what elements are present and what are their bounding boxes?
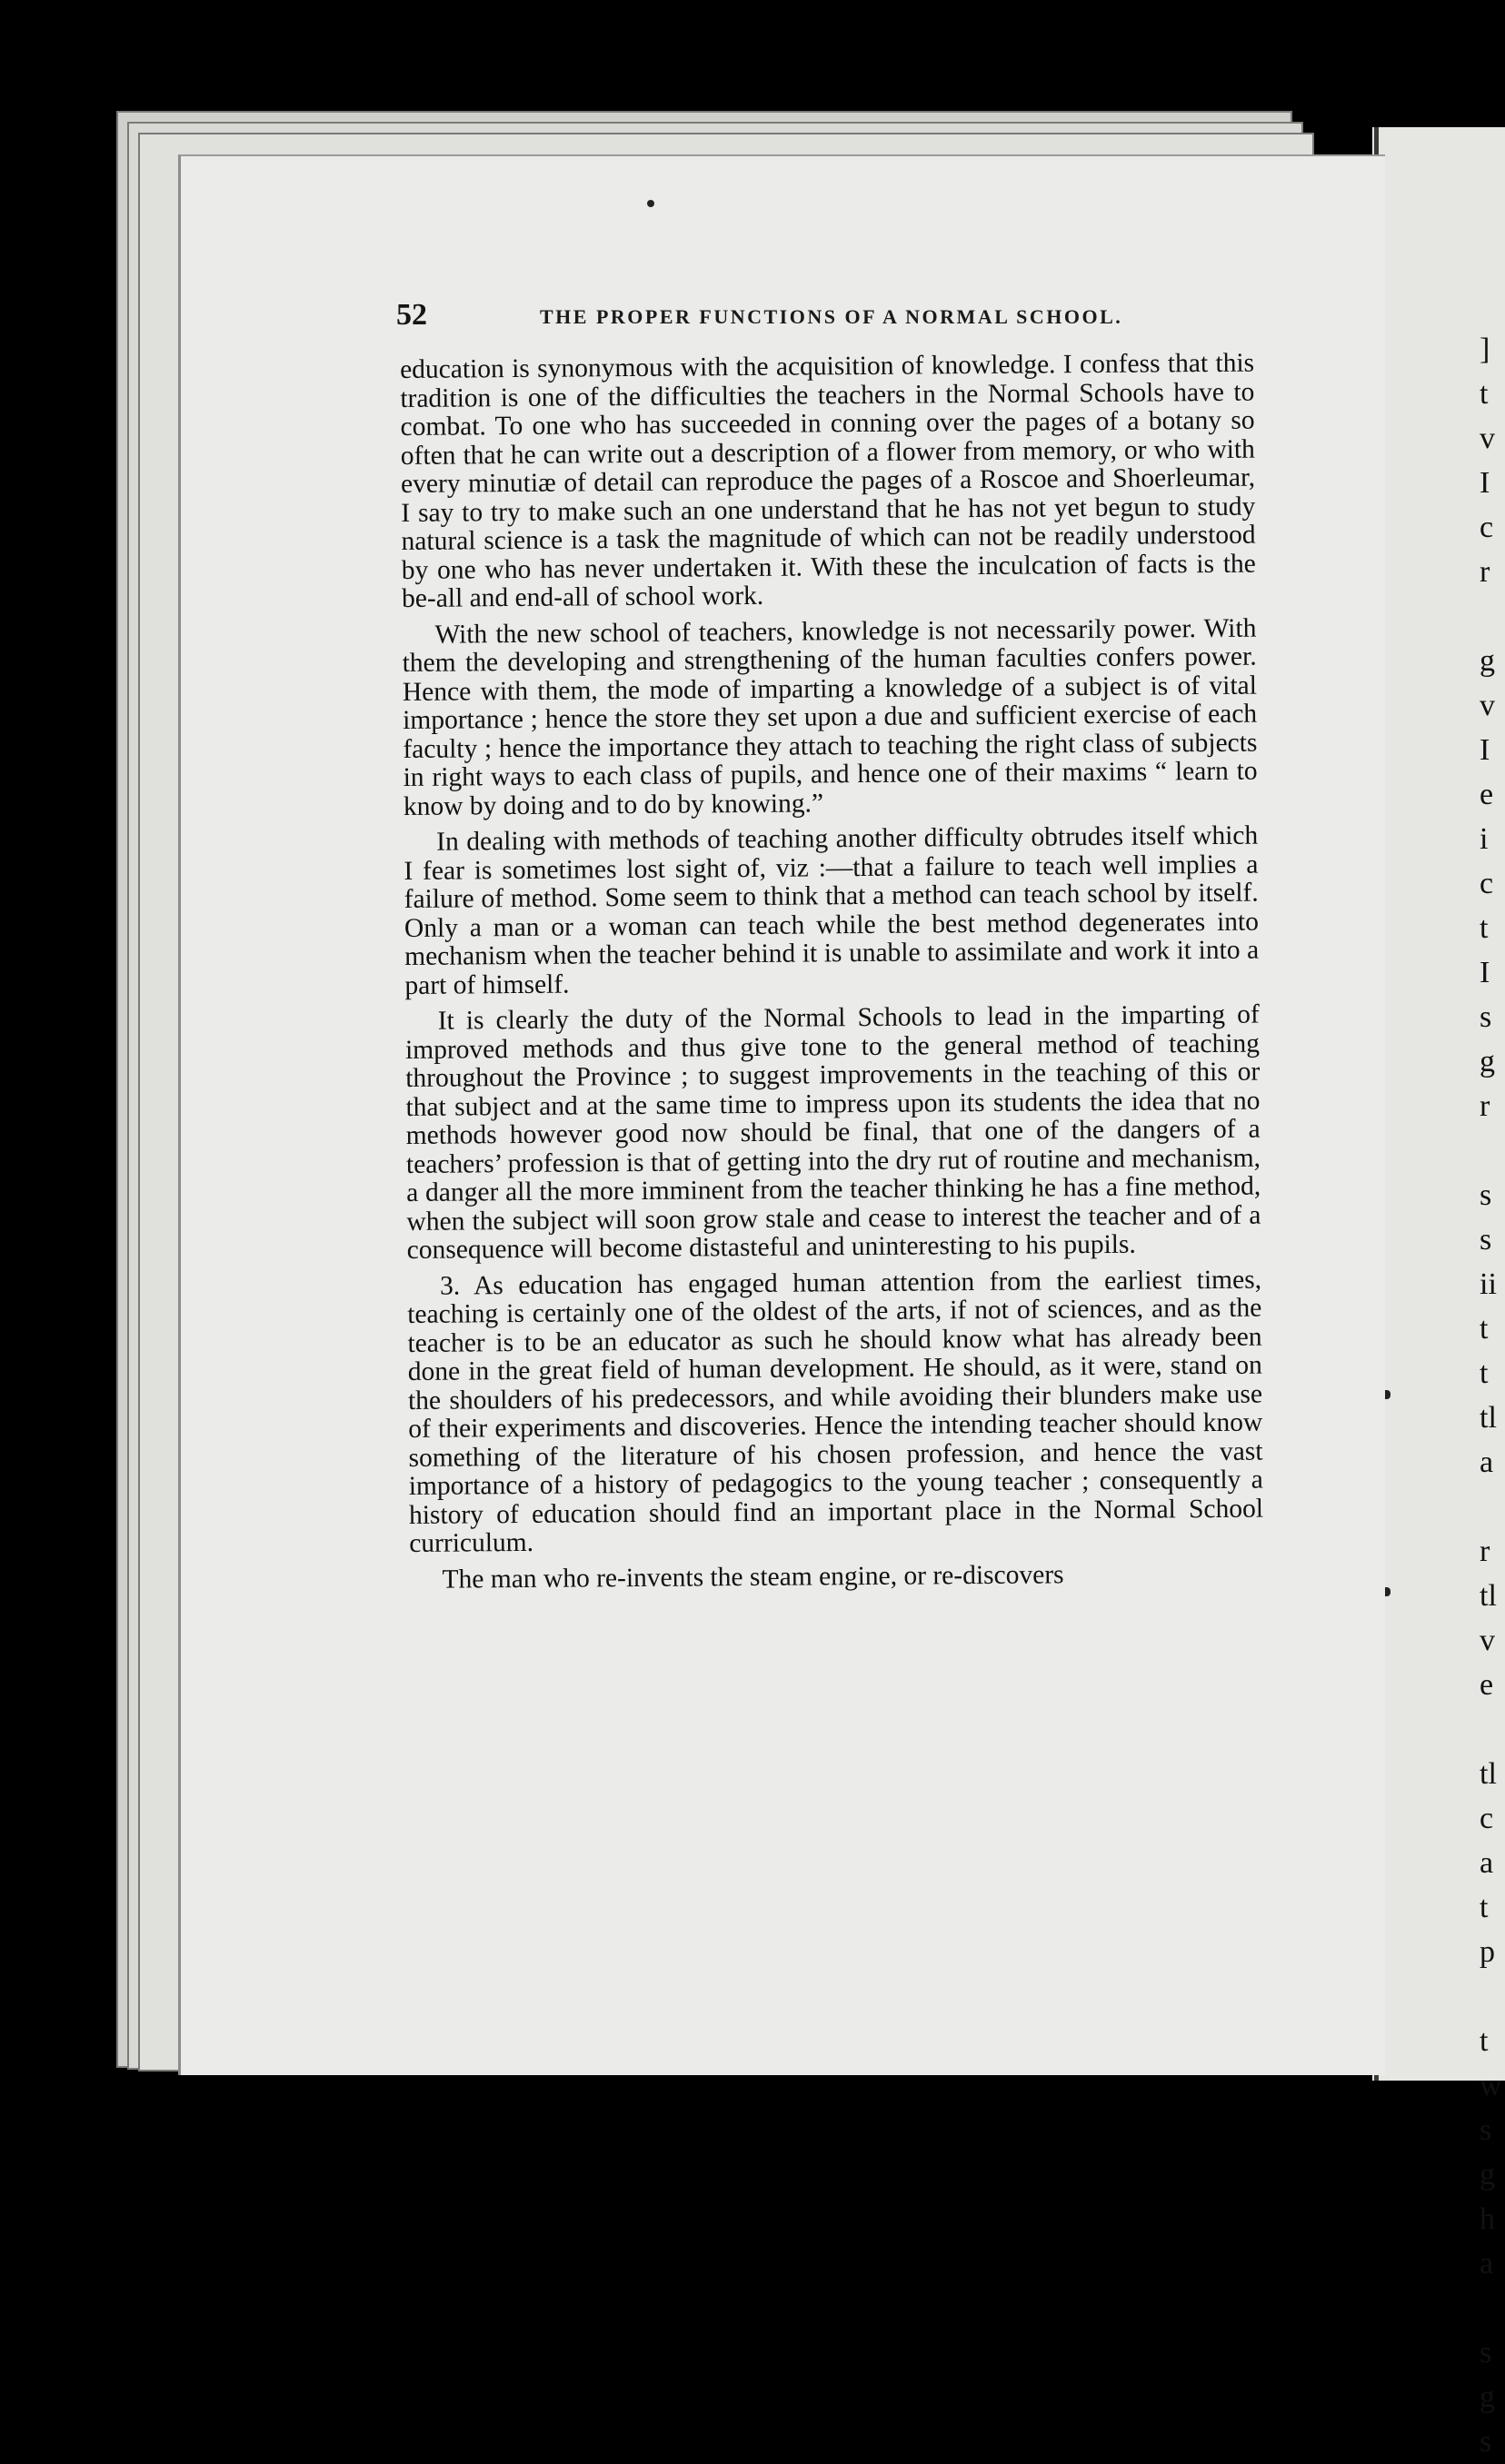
facing-page-letter: tl (1480, 1579, 1497, 1613)
facing-page-letter: c (1480, 867, 1494, 900)
facing-page-letter: s (1480, 1000, 1492, 1034)
facing-page-letter (1480, 1485, 1505, 1529)
page-number: 52 (396, 298, 427, 332)
facing-page-letter (1480, 2286, 1505, 2330)
facing-page-letter: t (1480, 1356, 1489, 1390)
facing-page-letter: s (1480, 2336, 1492, 2370)
facing-page-letter: p (1480, 1935, 1495, 1969)
facing-page-letter: r (1480, 1089, 1490, 1123)
paragraph: With the new school of teachers, knowledge is not necessarily power. With them the developing and strengthening of the human faculties confers power. Hence with them, the mode of imparting a knowledge of a subject is of vital importance ; hence the store they set upon a due and sufficient exercise of each faculty ; hence the importance they attach to teaching the right class of subjects in right ways to each class of pupils, and hence one of their maxims “ learn to know by doing and to do by knowing.” (402, 613, 1258, 821)
facing-page-letter: t (1480, 911, 1489, 945)
facing-page-letter: I (1480, 956, 1490, 989)
facing-page-letter: tl (1480, 1757, 1497, 1791)
body-text (400, 350, 1264, 1602)
ink-speck (647, 200, 654, 207)
paragraph: It is clearly the duty of the Normal Schools to lead in the imparting of improved methods and thus give tone to the general method of teaching throughout the Province ; to suggest improvements in the teaching of this or that subject and at the same time to impress upon its students the idea that no methods however good now should be final, that one of the dangers of a teachers’ profession is that of getting into the dry rut of routine and mechanism, a danger all the more imminent from the teacher thinking he has a fine method, when the subject will soon grow stale and cease to interest the teacher and of a consequence will become distasteful and uninteresting to his pupils. (404, 999, 1261, 1265)
facing-page-letter: h (1480, 2202, 1495, 2236)
facing-page-letter: ] (1480, 333, 1490, 366)
facing-page-letter: g (1480, 1045, 1495, 1078)
paragraph: education is synonymous with the acquisition of knowledge. I confess that this tradition is one of the difficulties the teachers in the Normal Schools have to combat. To one who has succeeded in conning over the pages of a botany so often that he can write out a description of a flower from memory, or who with every minutiæ of detail can reproduce the pages of a Roscoe and Shoerleumar, I say to try to make such an one understand that he has not yet begun to study natural science is a task the magnitude of which can not be readily understood by one who has never undertaken it. With these the inculcation of facts is the be-all and end-all of school work. (399, 348, 1256, 613)
facing-page-letter: s (1480, 2113, 1492, 2147)
facing-page-letter: t (1480, 1891, 1489, 1924)
facing-page-letter: w (1480, 2069, 1502, 2102)
paragraph: 3. As education has engaged human attention from the earliest times, teaching is certainly one of the oldest of the arts, if not of sciences, and as the teacher is to be an educator as such he should know what has already been done in the great field of human development. He should, as it were, stand on the shoulders of his predecessors, and while avoiding their blunders make use of their experiments and discoveries. Hence the intending teacher should know something of the literature of his chosen profession, and hence the vast importance of a history of pedagogics to the young teacher ; consequently a history of education should find an important place in the Normal School curriculum. (407, 1265, 1264, 1558)
facing-page-letter: a (1480, 1846, 1494, 1880)
facing-page-letter: g (1480, 644, 1495, 678)
facing-page-letter: c (1480, 511, 1494, 544)
facing-page-letter: a (1480, 2247, 1494, 2280)
facing-page-letter: e (1480, 778, 1494, 811)
facing-page-letter: r (1480, 1535, 1490, 1568)
facing-page-letter: v (1480, 689, 1495, 722)
facing-page-letter: g (1480, 2380, 1495, 2414)
facing-page-letter: i (1480, 822, 1489, 856)
paragraph: The man who re-invents the steam engine, or re-discovers (442, 1559, 1064, 1595)
facing-page-letter: r (1480, 555, 1490, 589)
facing-page-fragments (1480, 327, 1505, 2464)
facing-page-letter: e (1480, 1668, 1494, 1702)
facing-page-letter: t (1480, 2024, 1489, 2058)
facing-page-letter (1480, 594, 1505, 639)
facing-page-letter: v (1480, 422, 1495, 455)
facing-page-letter (1480, 1128, 1505, 1173)
facing-page-letter: c (1480, 1802, 1494, 1835)
facing-page-letter: g (1480, 2158, 1495, 2191)
facing-page-letter: s (1480, 1223, 1492, 1257)
facing-page-letter: a (1480, 1446, 1494, 1479)
facing-page-letter: t (1480, 377, 1489, 411)
facing-page-letter: t (1480, 1312, 1489, 1346)
facing-page-letter: ii (1480, 1267, 1497, 1301)
page-header (396, 298, 1260, 338)
facing-page-letter: tl (1480, 1401, 1497, 1435)
facing-page-letter (1480, 1974, 1505, 2019)
paragraph: In dealing with methods of teaching another difficulty obtrudes itself which I fear is sometimes lost sight of, viz :—that a failure to teach well implies a failure of method. Some seem to think that a method can teach school by itself. Only a man or a woman can teach while the best method degenerates into mechanism when the teacher behind it is unable to assimilate and work it into a part of himself. (404, 820, 1260, 1000)
facing-page-letter: s (1480, 1178, 1492, 1212)
facing-page-letter: I (1480, 733, 1490, 767)
facing-page-letter: I (1480, 466, 1490, 500)
running-head: THE PROPER FUNCTIONS OF A NORMAL SCHOOL. (540, 305, 1123, 328)
facing-page-letter: v (1480, 1624, 1495, 1657)
facing-page-letter: s (1480, 2425, 1492, 2459)
facing-page-letter (1480, 1707, 1505, 1752)
